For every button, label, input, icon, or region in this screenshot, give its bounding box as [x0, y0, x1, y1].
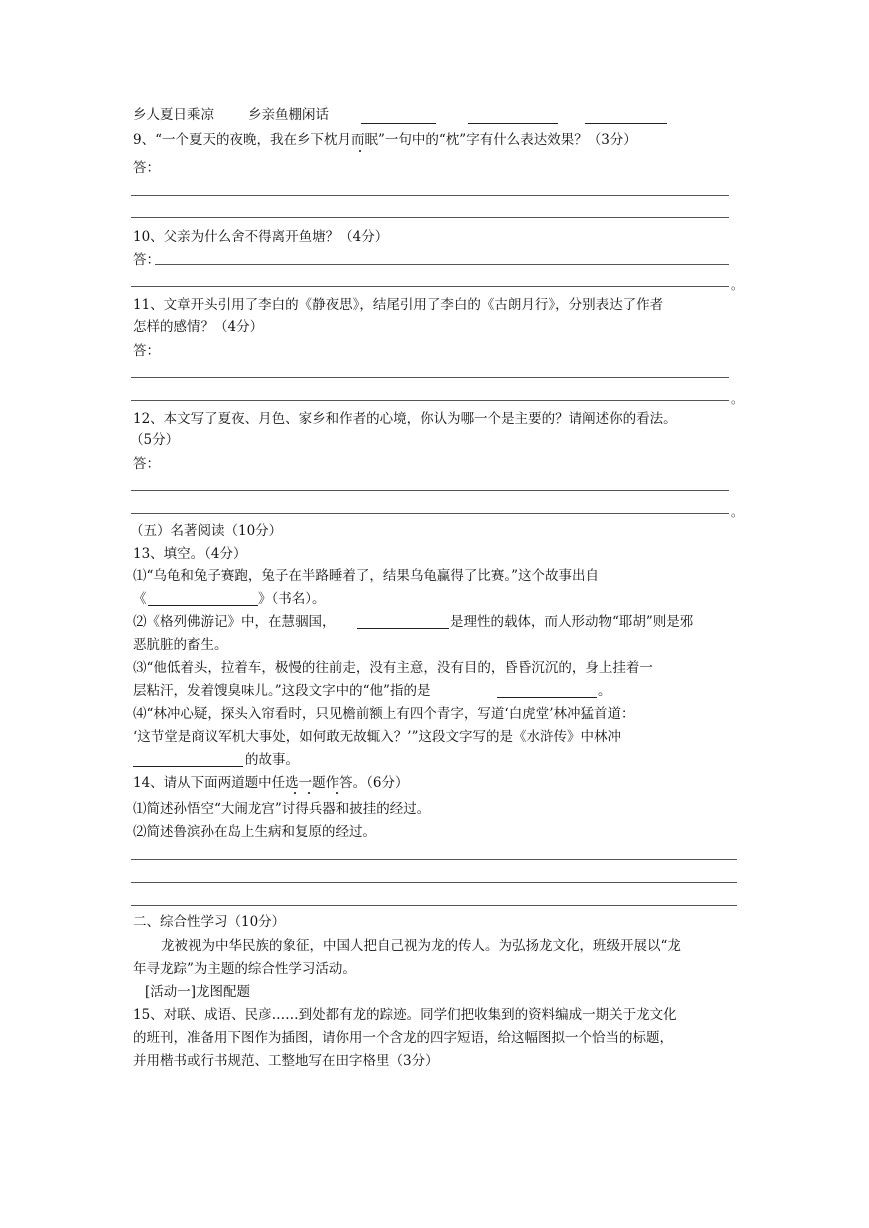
emphasis-dot	[294, 792, 296, 794]
q9-question: 9、“一个夏天的夜晚，我在乡下枕月而眠”一句中的“枕”字有什么表达效果？（3分）	[133, 132, 637, 148]
q11-question-line-1: 11、文章开头引用了李白的《静夜思》，结尾引用了李白的《古朗月行》，分别表达了作者	[133, 297, 664, 313]
emphasis-dot	[359, 150, 361, 152]
q8-item-1: 乡人夏日乘凉	[133, 107, 214, 123]
q10-answer-line-1[interactable]	[155, 264, 729, 265]
intro-line-2: 年寻龙踪”为主题的综合性学习活动。	[133, 961, 356, 977]
q12-question-line-1: 12、本文写了夏夜、月色、家乡和作者的心境，你认为哪一个是主要的？请阐述你的看法。	[133, 411, 677, 427]
q8-blank-2[interactable]	[468, 123, 558, 124]
q13-part2-blank[interactable]	[357, 628, 449, 629]
q14-option-1: ⑴简述孙悟空“大闹龙宫”讨得兵器和披挂的经过。	[133, 801, 431, 817]
emphasis-dot	[336, 792, 338, 794]
q13-part3-line-1: ⑶“他低着头，拉着车，极慢的往前走，没有主意，没有目的，昏昏沉沉的，身上挂着一	[133, 660, 653, 676]
q13-part2-line-2: 恶肮脏的畜生。	[133, 637, 228, 653]
intro-line-1: 龙被视为中华民族的象征，中国人把自己视为龙的传人。为弘扬龙文化，班级开展以“龙	[161, 938, 681, 954]
q13-part3-blank[interactable]	[497, 697, 597, 698]
q8-blank-1[interactable]	[361, 123, 436, 124]
q9-answer-line-1[interactable]	[131, 195, 729, 196]
q12-answer-label: 答：	[133, 456, 160, 472]
q13-part3-line-2a: 层粘汗，发着馊臭味儿。”这段文字中的“他”指的是	[133, 683, 431, 699]
q11-period: 。	[731, 392, 744, 406]
q13-part4-line-1: ⑷“林冲心疑，探头入帘看时，只见檐前额上有四个青字，写道‘白虎堂’林冲猛首道：	[133, 706, 635, 722]
q13-part4-line-2: ‘这节堂是商议军机大事处，如何敢无故辄入？’”这段文字写的是《水浒传》中林冲	[133, 729, 621, 745]
q10-answer-line-2[interactable]	[131, 286, 729, 287]
q8-blank-3[interactable]	[585, 123, 667, 124]
q11-answer-line-1[interactable]	[131, 377, 729, 378]
q14-title: 14、请从下面两道题中任选一题作答。（6分）	[133, 775, 409, 791]
section-5-title: （五）名著阅读（10分）	[130, 523, 283, 539]
q13-part2-line-1a: ⑵《格列佛游记》中，在慧骃国，	[133, 614, 336, 630]
q9-answer-line-2[interactable]	[131, 217, 729, 218]
section-2-title: 二、综合性学习（10分）	[133, 914, 286, 930]
q13-part1-blank[interactable]	[148, 605, 258, 606]
q8-item-2: 乡亲鱼棚闲话	[248, 107, 329, 123]
q12-answer-line-2[interactable]	[131, 513, 729, 514]
q13-part3-line-2b: 。	[598, 683, 612, 699]
q13-part1-open: 《	[133, 591, 147, 607]
q9-answer-label: 答：	[133, 160, 160, 176]
q10-answer-label: 答：	[133, 252, 160, 268]
q13-part4-blank[interactable]	[133, 766, 243, 767]
q13-part2-line-1b: 是理性的载体，而人形动物“耶胡”则是邪	[450, 614, 694, 630]
q14-answer-line-1[interactable]	[131, 859, 737, 860]
q15-line-1: 15、对联、成语、民彦……到处都有龙的踪迹。同学们把收集到的资料编成一期关于龙文化	[133, 1007, 677, 1023]
q14-option-2: ⑵简述鲁滨孙在岛上生病和复原的经过。	[133, 824, 376, 840]
activity-1-heading: [活动一]龙图配题	[145, 984, 251, 1000]
q10-question: 10、父亲为什么舍不得离开鱼塘？（4分）	[133, 229, 389, 245]
q13-part4-line-3: 的故事。	[245, 752, 299, 768]
q10-period: 。	[731, 278, 744, 292]
q11-answer-label: 答：	[133, 343, 160, 359]
q15-line-2: 的班刊，准备用下图作为插图，请你用一个含龙的四字短语，给这幅图拟一个恰当的标题，	[133, 1030, 673, 1046]
q14-answer-line-2[interactable]	[131, 882, 737, 883]
q11-question-line-2: 怎样的感情？（4分）	[133, 319, 264, 335]
q11-answer-line-2[interactable]	[131, 400, 729, 401]
q13-part1-line-1: ⑴“乌龟和兔子赛跑，兔子在半路睡着了，结果乌龟赢得了比赛。”这个故事出自	[133, 568, 600, 584]
q12-answer-line-1[interactable]	[131, 490, 729, 491]
q12-period: 。	[731, 505, 744, 519]
q13-title: 13、填空。（4分）	[133, 546, 247, 562]
emphasis-dot	[308, 792, 310, 794]
q13-part1-close: 》（书名）。	[258, 591, 326, 607]
q14-answer-line-3[interactable]	[131, 905, 737, 906]
q12-question-line-2: （5分）	[130, 432, 180, 448]
q15-line-3: 并用楷书或行书规范、工整地写在田字格里（3分）	[133, 1053, 439, 1069]
